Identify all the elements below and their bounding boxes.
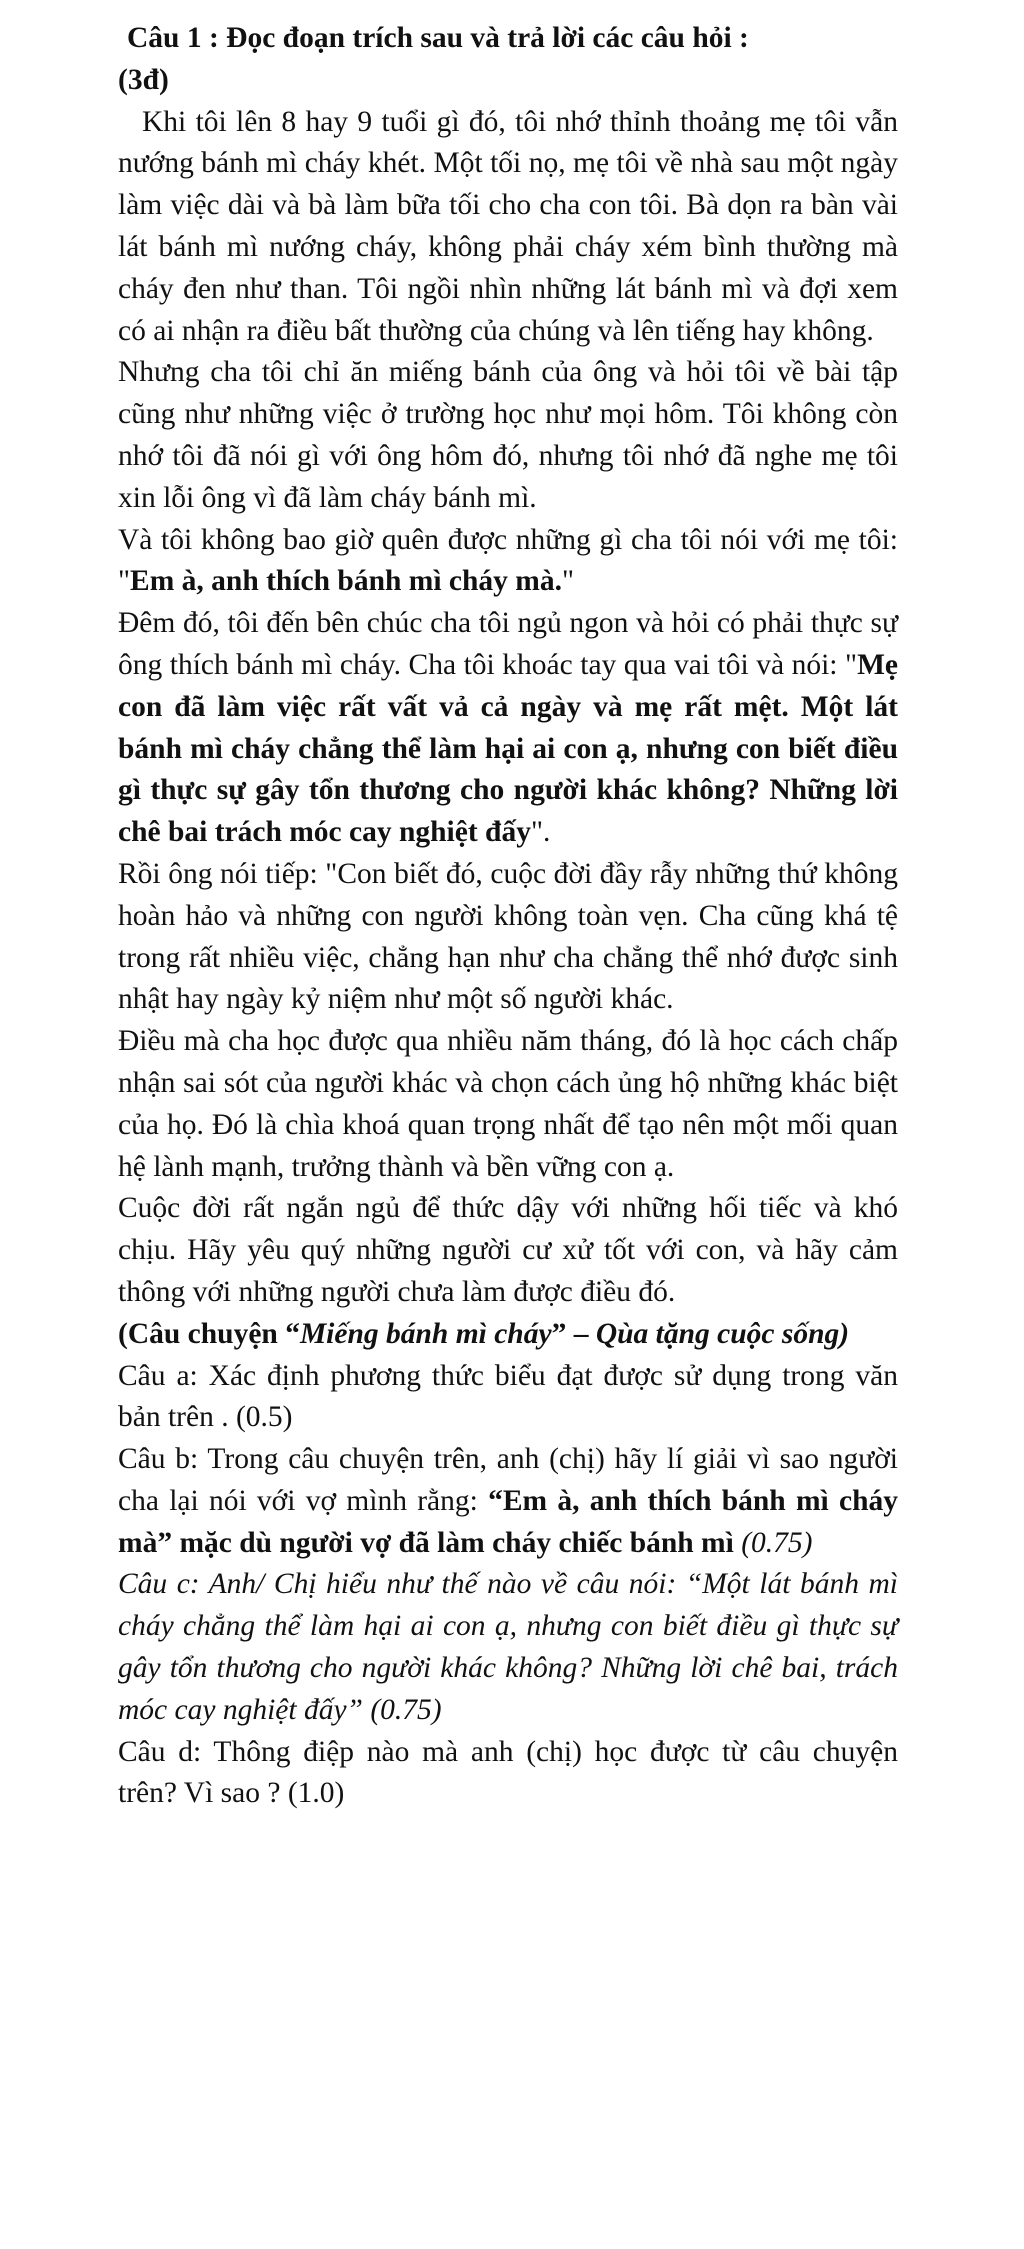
question-title: Câu 1 : Đọc đoạn trích sau và trả lời các câu hỏi : — [127, 22, 749, 54]
source-dash: ” – — [551, 1317, 596, 1350]
p3-text: Và tôi không bao giờ quên được những gì cha tôi nói với mẹ tôi: " — [118, 523, 898, 598]
passage-paragraph-3 — [118, 520, 898, 604]
question-score: (3đ) — [118, 63, 169, 96]
source-open: (Câu chuyện “ — [118, 1317, 300, 1350]
question-d: Câu d: Thông điệp nào mà anh (chị) học được từ câu chuyện trên? Vì sao ? (1.0) — [118, 1735, 898, 1810]
p4-text: Đêm đó, tôi đến bên chúc cha tôi ngủ ngon và hỏi có phải thực sự ông thích bánh mì cháy. Cha tôi khoác tay qua vai tôi và nói: " — [118, 607, 898, 681]
p4-close: ". — [530, 816, 551, 849]
document-body — [118, 18, 898, 1815]
story-title: Miếng bánh mì cháy — [299, 1317, 552, 1350]
passage-paragraph-1: Khi tôi lên 8 hay 9 tuổi gì đó, tôi nhớ thỉnh thoảng mẹ tôi vẫn nướng bánh mì cháy khét. Một tối nọ, mẹ tôi về nhà sau một ngày làm việc dài và bà làm bữa tối cho cha con tôi. Bà dọn ra bàn vài lát bánh mì nướng cháy, không phải cháy xém bình thường mà cháy đen như than. Tôi ngồi nhìn những lát bánh mì và đợi xem có ai nhận ra điều bất thường của chúng và lên tiếng hay không. — [118, 105, 898, 347]
passage-paragraph-6: Điều mà cha học được qua nhiều năm tháng, đó là học cách chấp nhận sai sót của người khác và chọn cách ủng hộ những khác biệt của họ. Đó là chìa khoá quan trọng nhất để tạo nên một mối quan hệ lành mạnh, trưởng thành và bền vững con ạ. — [118, 1025, 898, 1183]
source-citation — [118, 1314, 898, 1356]
question-c: Câu c: Anh/ Chị hiểu như thế nào về câu nói: “Một lát bánh mì cháy chẳng thể làm hại ai con ạ, nhưng con biết điều gì thực sự gây tổn thương cho người khác không? Những lời chê bai, trách móc cay nghiệt đấy” (0.75) — [118, 1568, 898, 1726]
p3-close: " — [561, 565, 575, 598]
passage-paragraph-2: Nhưng cha tôi chỉ ăn miếng bánh của ông và hỏi tôi về bài tập cũng như những việc ở trường học như mọi hôm. Tôi không còn nhớ tôi đã nói gì với ông hôm đó, nhưng tôi nhớ đã nghe mẹ tôi xin lỗi ông vì đã làm cháy bánh mì. — [118, 356, 898, 514]
passage-paragraph-7: Cuộc đời rất ngắn ngủ để thức dậy với những hối tiếc và khó chịu. Hãy yêu quý những người cư xử tốt với con, và hãy cảm thông với những người chưa làm được điều đó. — [118, 1192, 898, 1308]
question-b-quote: “Em à, anh thích bánh mì cháy mà” mặc dù người vợ đã làm cháy chiếc bánh mì — [118, 1484, 898, 1559]
father-advice-quote: Mẹ con đã làm việc rất vất vả cả ngày và mẹ rất mệt. Một lát bánh mì cháy chẳng thể làm hại ai con ạ, nhưng con biết điều gì thực sự gây tổn thương cho người khác không? Những lời chê bai trách móc cay nghiệt đấy — [118, 648, 898, 849]
question-a: Câu a: Xác định phương thức biểu đạt được sử dụng trong văn bản trên . (0.5) — [118, 1359, 898, 1434]
father-quote: Em à, anh thích bánh mì cháy mà. — [130, 565, 562, 598]
book-title: Qùa tặng cuộc sống) — [595, 1317, 850, 1350]
passage-paragraph-5: Rồi ông nói tiếp: "Con biết đó, cuộc đời đầy rẫy những thứ không hoàn hảo và những con người không toàn vẹn. Cha cũng khá tệ trong rất nhiều việc, chẳng hạn như cha chẳng thể nhớ được sinh nhật hay ngày kỷ niệm như một số người khác. — [118, 857, 898, 1016]
passage-paragraph-4 — [118, 603, 898, 854]
question-b-score: (0.75) — [733, 1526, 813, 1559]
question-b — [118, 1439, 898, 1564]
question-b-text: Câu b: Trong câu chuyện trên, anh (chị) hãy lí giải vì sao người cha lại nói với vợ mình rằng: — [118, 1443, 898, 1517]
